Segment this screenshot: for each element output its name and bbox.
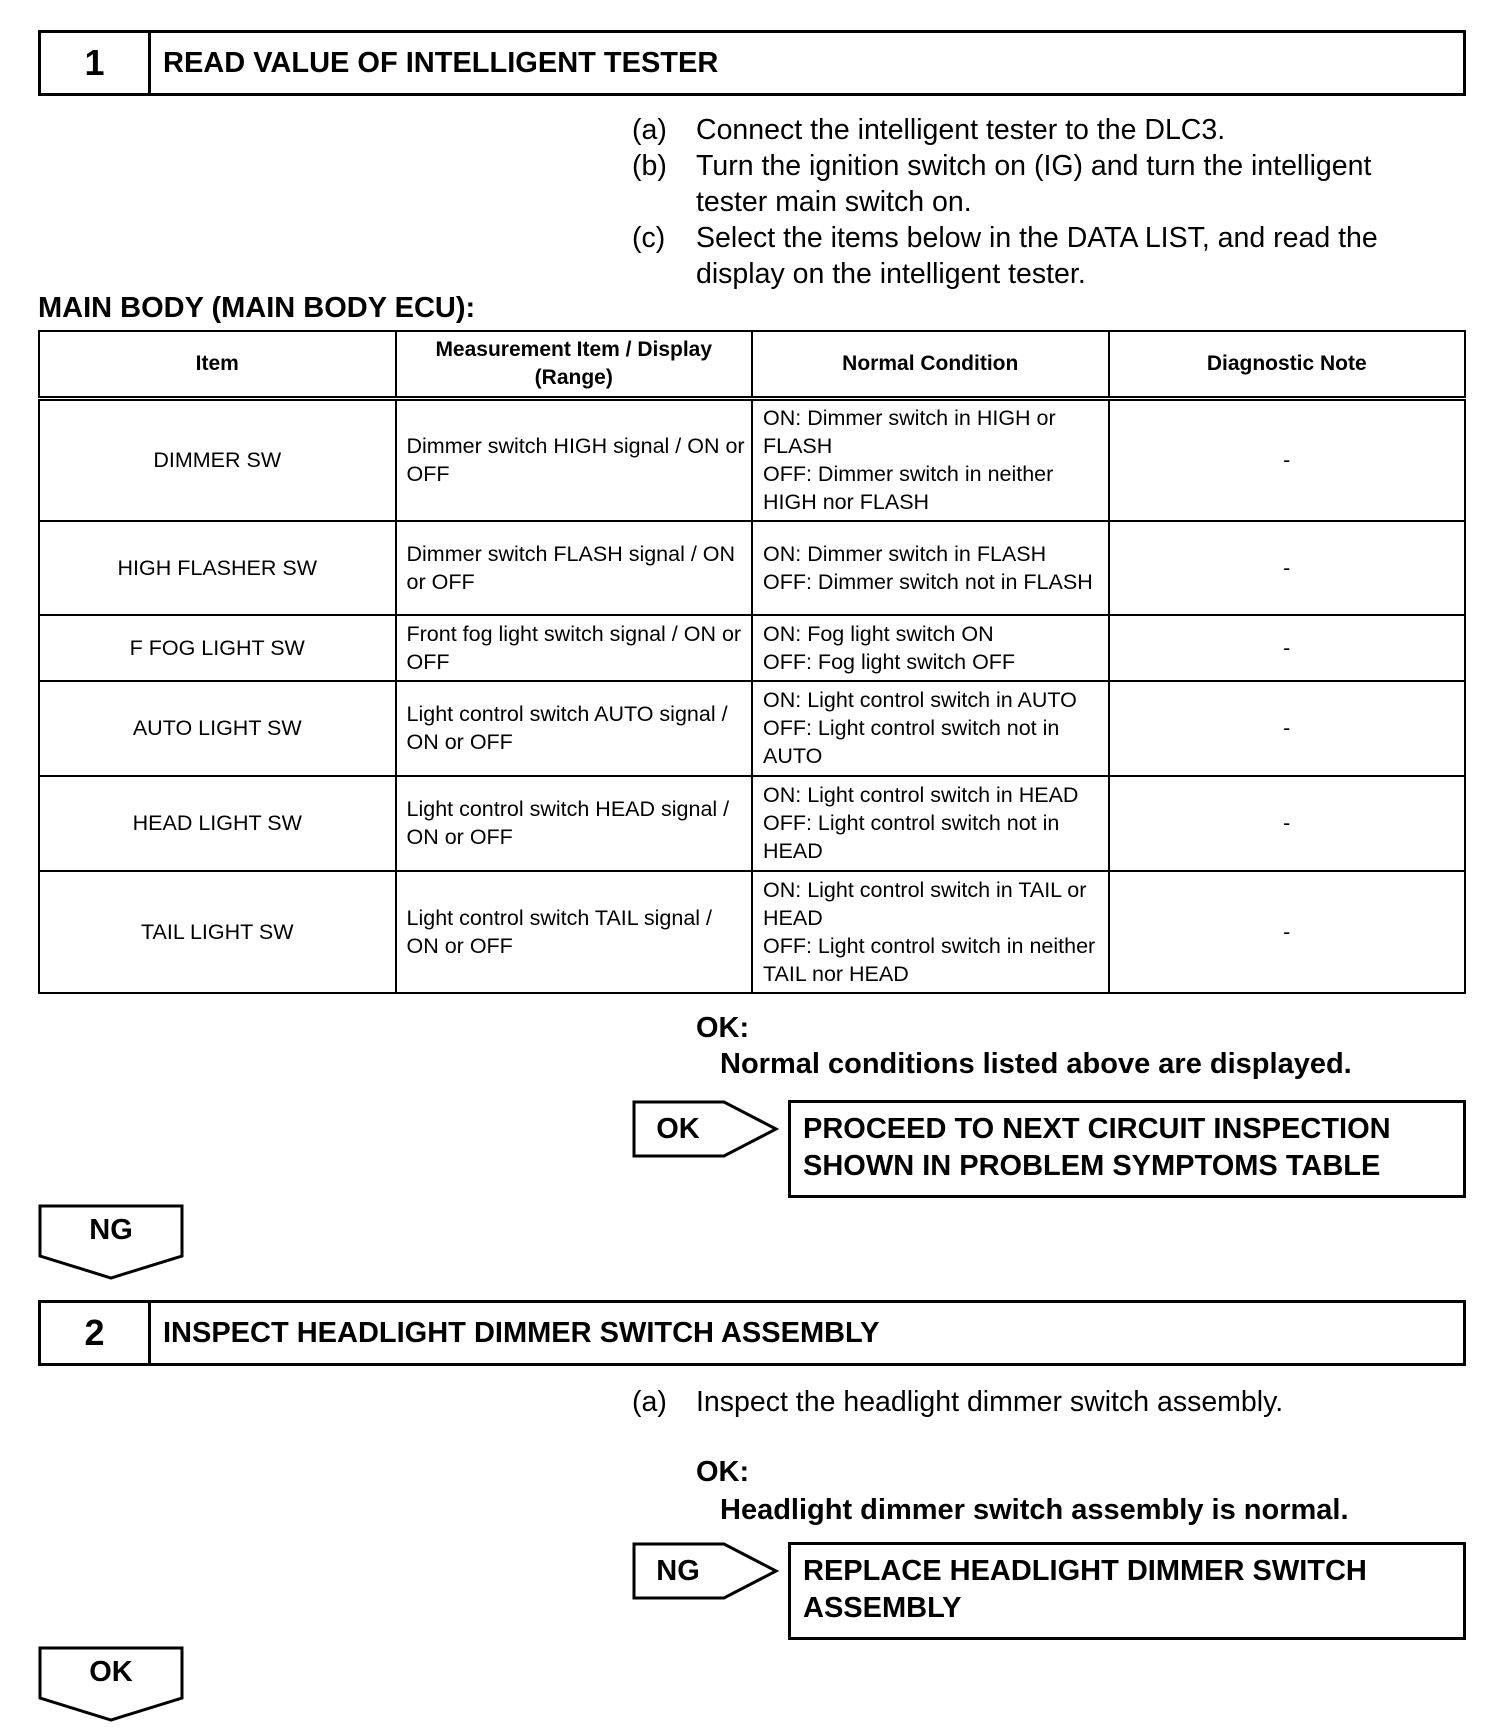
column-header-normal-condition: Normal Condition <box>752 331 1109 399</box>
step-1-title: READ VALUE OF INTELLIGENT TESTER <box>163 46 719 79</box>
data-list-table <box>38 330 1466 994</box>
condition-on: ON: Dimmer switch in FLASH <box>763 541 1047 566</box>
step-2-branch-result <box>788 1542 1466 1640</box>
cell-measurement: Light control switch HEAD signal / ON or OFF <box>396 776 753 871</box>
condition-on: ON: Light control switch in TAIL or HEAD <box>763 877 1087 930</box>
step-1-ok-text: Normal conditions listed above are displayed. <box>720 1048 1352 1080</box>
instruction-text <box>696 220 1378 292</box>
cell-item: HEAD LIGHT SW <box>39 776 396 871</box>
cell-normal-condition <box>752 681 1109 776</box>
step-2-instructions <box>632 1384 1462 1420</box>
result-line: PROCEED TO NEXT CIRCUIT INSPECTION <box>803 1113 1391 1145</box>
result-line: REPLACE HEADLIGHT DIMMER SWITCH <box>803 1555 1367 1587</box>
cell-diagnostic-note: - <box>1109 615 1466 681</box>
step-1-branch-result <box>788 1100 1466 1198</box>
section-title: MAIN BODY (MAIN BODY ECU): <box>38 292 476 324</box>
step-1-branch-label: OK <box>656 1112 700 1145</box>
condition-on: ON: Light control switch in HEAD <box>763 783 1079 807</box>
instruction-label: (a) <box>632 114 667 146</box>
column-header-item: Item <box>39 331 396 399</box>
instruction-a <box>632 112 1462 148</box>
condition-off: OFF: Fog light switch OFF <box>763 649 1016 674</box>
condition-on: ON: Dimmer switch in HIGH or FLASH <box>763 406 1056 459</box>
condition-off: OFF: Light control switch in neither TAIL nor HEAD <box>763 933 1096 986</box>
table-row <box>39 871 1465 993</box>
step-1-ok-branch-arrow <box>632 1100 780 1158</box>
column-header-diagnostic-note: Diagnostic Note <box>1109 331 1466 399</box>
instruction-label: (c) <box>632 222 666 254</box>
table-row <box>39 615 1465 681</box>
column-header-measurement: Measurement Item / Display (Range) <box>396 331 753 399</box>
step-2-ng-branch-arrow <box>632 1542 780 1600</box>
cell-normal-condition <box>752 871 1109 993</box>
table-header-row <box>39 331 1465 399</box>
cell-item: TAIL LIGHT SW <box>39 871 396 993</box>
step-2-number: 2 <box>41 1303 151 1363</box>
cell-measurement: Light control switch AUTO signal / ON or OFF <box>396 681 753 776</box>
cell-measurement: Dimmer switch HIGH signal / ON or OFF <box>396 399 753 521</box>
step-1-ok-label: OK: <box>696 1012 750 1044</box>
table-row <box>39 521 1465 615</box>
table-row <box>39 681 1465 776</box>
step-1-header <box>38 30 1466 96</box>
condition-off: OFF: Light control switch not in HEAD <box>763 811 1060 863</box>
step-2-ok-label: OK: <box>696 1456 750 1488</box>
condition-off: OFF: Dimmer switch in neither HIGH nor FLASH <box>763 462 1054 515</box>
instruction-label: (a) <box>632 1386 667 1418</box>
cell-measurement: Light control switch TAIL signal / ON or OFF <box>396 871 753 993</box>
table-row <box>39 399 1465 521</box>
cell-normal-condition <box>752 776 1109 871</box>
instruction-line: Select the items below in the DATA LIST, and read the <box>696 222 1378 254</box>
condition-off: OFF: Dimmer switch not in FLASH <box>763 569 1093 594</box>
cell-diagnostic-note: - <box>1109 399 1466 521</box>
cell-diagnostic-note: - <box>1109 776 1466 871</box>
cell-measurement: Dimmer switch FLASH signal / ON or OFF <box>396 521 753 615</box>
cell-measurement: Front fog light switch signal / ON or OFF <box>396 615 753 681</box>
cell-diagnostic-note: - <box>1109 681 1466 776</box>
step-2-flow-arrow <box>38 1646 184 1722</box>
instruction-text: Connect the intelligent tester to the DLC3. <box>696 114 1226 146</box>
cell-diagnostic-note: - <box>1109 521 1466 615</box>
cell-normal-condition <box>752 399 1109 521</box>
step-2-branch-label: NG <box>656 1554 700 1587</box>
cell-diagnostic-note: - <box>1109 871 1466 993</box>
step-1-flow-arrow <box>38 1204 184 1280</box>
step-2-ok-text: Headlight dimmer switch assembly is normal. <box>720 1494 1349 1526</box>
cell-item: F FOG LIGHT SW <box>39 615 396 681</box>
instruction-c <box>632 220 1462 292</box>
cell-normal-condition <box>752 521 1109 615</box>
instruction-line: Turn the ignition switch on (IG) and turn the intelligent <box>696 150 1372 182</box>
instruction-a <box>632 1384 1462 1420</box>
condition-on: ON: Fog light switch ON <box>763 621 994 646</box>
instruction-text: Inspect the headlight dimmer switch assembly. <box>696 1386 1284 1418</box>
step-1-flow-label: NG <box>89 1213 133 1246</box>
result-line: SHOWN IN PROBLEM SYMPTOMS TABLE <box>803 1150 1381 1182</box>
cell-item: AUTO LIGHT SW <box>39 681 396 776</box>
step-1-number: 1 <box>41 33 151 93</box>
instruction-line: tester main switch on. <box>696 186 972 218</box>
cell-normal-condition <box>752 615 1109 681</box>
cell-item: HIGH FLASHER SW <box>39 521 396 615</box>
result-line: ASSEMBLY <box>803 1592 962 1624</box>
table-row <box>39 776 1465 871</box>
instruction-b <box>632 148 1462 220</box>
step-2-flow-label: OK <box>89 1655 133 1688</box>
condition-off: OFF: Light control switch not in AUTO <box>763 716 1060 768</box>
instruction-label: (b) <box>632 150 667 182</box>
instruction-line: display on the intelligent tester. <box>696 258 1086 290</box>
condition-on: ON: Light control switch in AUTO <box>763 688 1077 712</box>
cell-item: DIMMER SW <box>39 399 396 521</box>
step-1-instructions <box>632 112 1462 292</box>
instruction-text <box>696 148 1371 220</box>
step-2-title: INSPECT HEADLIGHT DIMMER SWITCH ASSEMBLY <box>163 1316 880 1349</box>
step-2-header <box>38 1300 1466 1366</box>
